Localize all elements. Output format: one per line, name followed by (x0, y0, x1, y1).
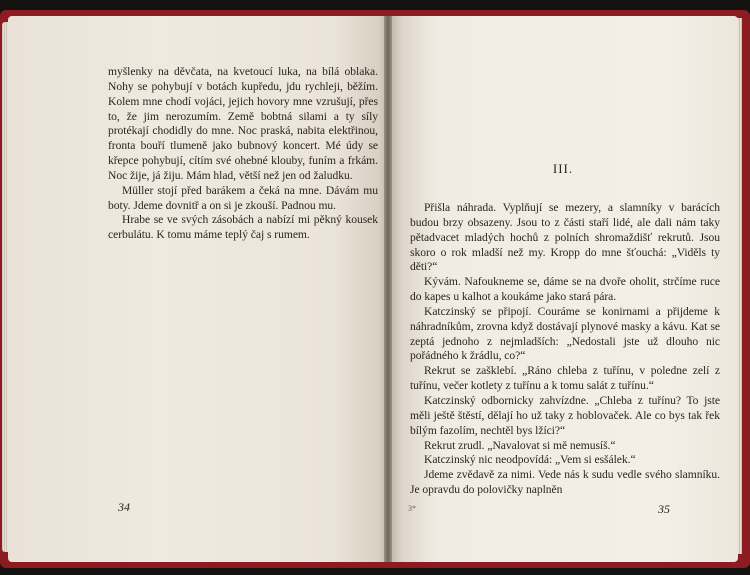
paragraph: Katczinský odbornicky zahvízdne. „Chleba z tuřínu? To jste měli ještě štěstí, dělají ho už taky z hoblovaček. Ale co bys tak řek bílým fazolím, nechtěl bys lžíci?“ (410, 393, 720, 437)
paragraph: Katczinský se připojí. Couráme se konirnami a přijdeme k náhradníkům, zrovna když dostávají plynové masky a kávu. Kat se zeptá jednoho z nejmladších: „Nedostali jste už dlouho nic pořádného k žrádlu, co?“ (410, 304, 720, 363)
paragraph: Rekrut zrudl. „Navalovat si mě nemusíš.“ (424, 438, 616, 452)
left-page-text (108, 65, 378, 243)
paragraph: Jdeme zvědavě za nimi. Vede nás k sudu vedle svého slamníku. Je opravdu do polovičky naplněn (410, 468, 720, 497)
page-number-left: 34 (118, 500, 130, 514)
paragraph: Rekrut se zašklebí. „Ráno chleba z tuřínu, v poledne zelí z tuřínu, večer kotlety z tuřínu a k tomu salát z tuřínu.“ (410, 364, 720, 393)
left-page (8, 16, 390, 562)
paragraph: Müller stojí před barákem a čeká na mne. Dávám mu boty. Jdeme dovnitř a on si je zkouší. Padnou mu. (108, 183, 378, 212)
paragraph: Přišla náhrada. Vyplňují se mezery, a slamníky v barácích budou brzy obsazeny. Jsou to z části staří lidé, ale dali nám taky pětadvacet mladých hochů z polních shromaždišť rekrutů. Jsou skoro o rok mladší než my. Kropp do mne šťouchá: „Viděls ty děti?“ (410, 201, 720, 274)
book-gutter (384, 16, 392, 562)
paragraph: Katczinský nic neodpovídá: „Vem si esšálek.“ (424, 453, 636, 467)
signature-mark: 3* (408, 504, 416, 513)
paragraph: Kývám. Nafoukneme se, dáme se na dvoře oholit, strčíme ruce do kapes u kalhot a koukáme jako stará pára. (410, 275, 720, 304)
page-number-right: 35 (658, 502, 670, 516)
right-page-text (410, 201, 720, 498)
chapter-heading: III. (552, 161, 574, 176)
right-page (388, 16, 738, 562)
paragraph: myšlenky na děvčata, na kvetoucí luka, na bílá oblaka. Nohy se pohybují v botách kupředu, jdu rychleji, běžím. Kolem mne chodí vojáci, jejich hovory mne vzrušují, přes to, že jim nerozumím. Země bobtná silami a ty síly protékají chodidly do mne. Noc praská, nabita elektřinou, fronta bouří tlumeně jako bubnový koncert. Mé údy se křepce pohybují, cítím své ohebné klouby, funím a frkám. Noc žije, já žiju. Mám hlad, větší než jen od žaludku. (108, 65, 378, 182)
paragraph: Hrabe se ve svých zásobách a nabízí mi pěkný kousek cerbulátu. K tomu máme teplý čaj s rumem. (108, 213, 378, 242)
